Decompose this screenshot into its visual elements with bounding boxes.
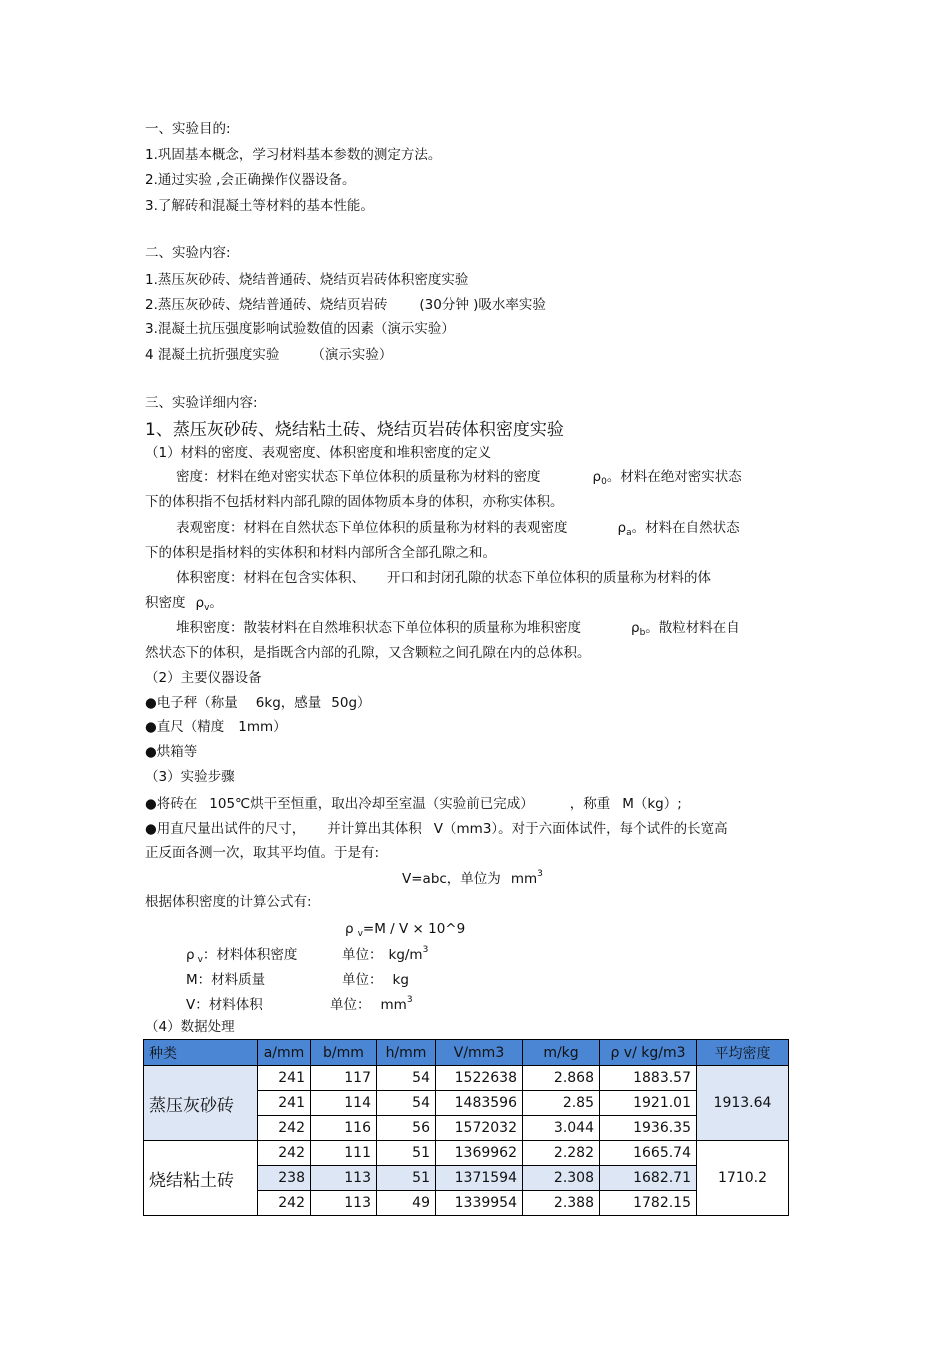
formula-v-unit: mm [510,871,538,887]
bulk-line-2 [145,594,223,614]
step-2-cont: 正反面各测一次，取其平均值。于是有: [145,845,380,861]
cell: 54 [377,1091,436,1116]
content-item-1: 1.蒸压灰砂砖、烧结普通砖、烧结页岩砖体积密度实验 [145,272,469,288]
content-item-2-b: (30分钟 )吸水率实验 [419,297,546,313]
cell: 51 [377,1166,436,1191]
density-symbol: ρ [592,469,602,485]
content-item-4-b: （演示实验） [311,347,393,363]
equipment-item-2 [145,718,287,736]
density-table [143,1039,789,1216]
cell: 114 [311,1091,377,1116]
equipment-item-1 [145,694,371,712]
var-mass-unit [342,971,409,989]
equip1-c: 50g） [331,695,371,711]
var-density-unit [342,946,428,966]
var1-sup: 3 [422,945,429,955]
var1-unit: kg/m [388,947,423,963]
var2-unit-label: 单位： [342,972,383,988]
cell: 242 [258,1141,311,1166]
steps-title: （3）实验步骤 [145,769,235,785]
header-avg: 平均密度 [697,1040,789,1066]
var-density [186,946,297,966]
var1-unit-label: 单位： [342,947,383,963]
content-item-4-a: 4 混凝土抗折强度实验 [145,347,280,363]
var3-unit-label: 单位： [330,997,371,1013]
header-type: 种类 [144,1040,258,1066]
table-row [144,1141,789,1166]
step2-a: ●用直尺量出试件的尺寸， [145,821,306,837]
purpose-item-1: 1.巩固基本概念，学习材料基本参数的测定方法。 [145,147,442,163]
equipment-item-3: ●烘箱等 [145,744,198,760]
formula-density [345,920,465,940]
content-item-2-a: 2.蒸压灰砂砖、烧结普通砖、烧结页岩砖 [145,297,388,313]
cell: 1572032 [436,1116,523,1141]
cell: 3.044 [523,1116,600,1141]
purpose-item-3: 3.了解砖和混凝土等材料的基本性能。 [145,198,374,214]
stack-line-1 [176,619,740,639]
header-h: h/mm [377,1040,436,1066]
step1-c: ，称重 [569,796,611,812]
formula-v-sup: 3 [537,869,543,879]
equip2-a: ●直尺（精度 [145,719,225,735]
cell: 111 [311,1141,377,1166]
bulk-text-a: 体积密度：材料在包含实体积、 [176,570,365,586]
density-line-1 [176,468,742,488]
cell: 1483596 [436,1091,523,1116]
apparent-subscript: a [626,528,632,538]
apparent-line-2: 下的体积是指材料的实体积和材料内部所含全部孔隙之和。 [145,545,496,561]
stack-line-2: 然状态下的体积，是指既含内部的孔隙，又含颗粒之间孔隙在内的总体积。 [145,645,591,661]
step-2 [145,820,728,838]
stack-subscript: b [639,628,646,638]
formula-rho-sub: v [357,929,363,939]
header-volume: V/mm3 [436,1040,523,1066]
equip2-b: 1mm） [238,719,287,735]
type-cell: 蒸压灰砂砖 [144,1066,258,1141]
cell: 117 [311,1066,377,1091]
cell: 1339954 [436,1191,523,1216]
var1-desc: ：材料体积密度 [202,947,298,963]
type-cell: 烧结粘土砖 [144,1141,258,1216]
cell: 51 [377,1141,436,1166]
cell: 113 [311,1166,377,1191]
cell: 2.282 [523,1141,600,1166]
subsection-heading: 1、蒸压灰砂砖、烧结粘土砖、烧结页岩砖体积密度实验 [145,420,564,440]
cell: 238 [258,1166,311,1191]
step2-b: 并计算出其体积 [327,821,422,837]
step-1 [145,795,682,813]
stack-symbol: ρ [631,620,640,636]
content-item-3: 3.混凝土抗压强度影响试验数值的因素（演示实验） [145,321,455,337]
step1-d: M（kg）; [622,796,682,812]
equip1-a: ●电子秤（称量 [145,695,238,711]
density-line-2: 下的体积指不包括材料内部孔隙的固体物质本身的体积，亦称实体积。 [145,494,564,510]
cell: 241 [258,1091,311,1116]
var3-unit: mm [380,997,407,1013]
data-processing-title: （4）数据处理 [145,1019,235,1035]
formula-v-text: V=abc，单位为 [402,871,501,887]
definitions-title: （1）材料的密度、表观密度、体积密度和堆积密度的定义 [145,445,492,461]
density-text: 密度：材料在绝对密实状态下单位体积的质量称为材料的密度 [176,469,541,485]
cell: 113 [311,1191,377,1216]
cell: 241 [258,1066,311,1091]
section-1-title: 一、实验目的: [145,121,231,137]
var2-unit: kg [392,972,409,988]
header-density: ρ v/ kg/m3 [600,1040,697,1066]
formula-intro: 根据体积密度的计算公式有: [145,894,312,910]
density-subscript: 0 [601,477,607,487]
step1-a: ●将砖在 [145,796,198,812]
purpose-item-2: 2.通过实验 ,会正确操作仪器设备。 [145,172,356,188]
cell: 1883.57 [600,1066,697,1091]
header-b: b/mm [311,1040,377,1066]
var-volume: V：材料体积 [186,997,263,1013]
cell: 1921.01 [600,1091,697,1116]
stack-text-b: 。散粒材料在自 [645,620,740,636]
bulk-line-1 [176,569,711,587]
bulk-symbol: ρ [195,595,205,611]
cell: 1782.15 [600,1191,697,1216]
cell: 1522638 [436,1066,523,1091]
cell: 2.388 [523,1191,600,1216]
formula-rho-rest: =M / V × 10^9 [362,921,466,937]
formula-rho: ρ [345,921,354,937]
equip1-b: 6kg，感量 [255,695,322,711]
apparent-text-b: 。材料在自然状态 [631,520,740,536]
bulk-text-b: 开口和封闭孔隙的状态下单位体积的质量称为材料的体 [387,570,711,586]
content-item-4 [145,346,392,364]
var-volume-unit [330,996,413,1016]
table-row [144,1066,789,1091]
header-mass: m/kg [523,1040,600,1066]
section-2-title: 二、实验内容: [145,245,231,261]
var-mass: M：材料质量 [186,972,266,988]
equipment-title: （2）主要仪器设备 [145,670,262,686]
cell: 1371594 [436,1166,523,1191]
apparent-text: 表观密度：材料在自然状态下单位体积的质量称为材料的表观密度 [176,520,568,536]
var1-sym: ρ [186,947,195,963]
bulk-end: 。 [209,595,223,611]
cell: 116 [311,1116,377,1141]
apparent-symbol: ρ [617,520,627,536]
avg-cell: 1710.2 [697,1141,789,1216]
cell: 1682.71 [600,1166,697,1191]
cell: 2.868 [523,1066,600,1091]
stack-text: 堆积密度：散装材料在自然堆积状态下单位体积的质量称为堆积密度 [176,620,581,636]
var1-sub: v [197,955,203,965]
cell: 1936.35 [600,1116,697,1141]
cell: 1369962 [436,1141,523,1166]
apparent-line-1 [176,519,740,539]
header-a: a/mm [258,1040,311,1066]
cell: 56 [377,1116,436,1141]
density-text-b: 。材料在绝对密实状态 [606,469,742,485]
cell: 1665.74 [600,1141,697,1166]
step1-b: 105℃烘干至恒重，取出冷却至室温（实验前已完成） [209,796,534,812]
var3-sup: 3 [406,995,413,1005]
cell: 2.308 [523,1166,600,1191]
step2-c: V（mm3）。对于六面体试件，每个试件的长宽高 [433,821,728,837]
cell: 242 [258,1191,311,1216]
cell: 49 [377,1191,436,1216]
table-header-row [144,1040,789,1066]
cell: 2.85 [523,1091,600,1116]
bulk-text-c: 积密度 [145,595,186,611]
avg-cell: 1913.64 [697,1066,789,1141]
section-3-title: 三、实验详细内容: [145,395,258,411]
cell: 242 [258,1116,311,1141]
formula-volume [402,870,543,890]
bulk-subscript: v [204,603,210,613]
content-item-2 [145,296,546,314]
cell: 54 [377,1066,436,1091]
